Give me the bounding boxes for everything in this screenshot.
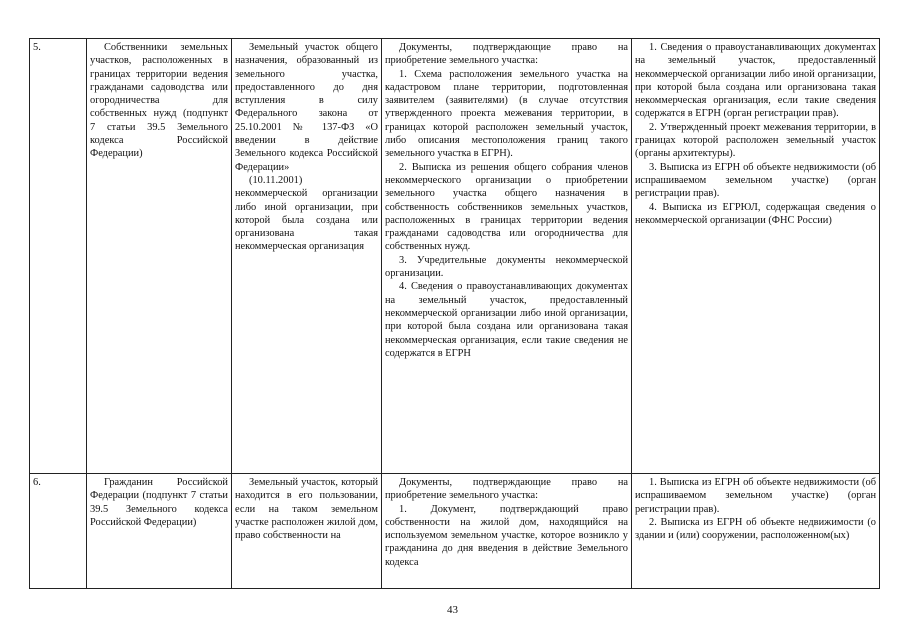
page-number: 43 — [447, 604, 458, 616]
document-item: 2. Выписка из решения общего собрания членов некоммерческого организации о приобретении земельного участка общего назначения в собственность собственников земельных участков, расположенных в границах территории ведения гражданами садоводства или огородничества для собственных нужд. — [385, 161, 628, 253]
applicant-text: Гражданин Российской Федерации (подпункт 7 статьи 39.5 Земельного кодекса Российской Федерации) — [90, 477, 228, 528]
documents-intro: Документы, подтверждающие право на приобретение земельного участка: — [385, 477, 628, 502]
requested-documents-cell — [632, 39, 880, 474]
requested-item: 4. Выписка из ЕГРЮЛ, содержащая сведения о некоммерческой организации (ФНС России) — [635, 201, 876, 226]
land-plot-cell — [232, 474, 382, 589]
document-item: 3. Учредительные документы некоммерческой организации. — [385, 254, 628, 280]
table-row — [30, 39, 880, 474]
land-plot-cell — [232, 39, 382, 474]
land-plot-date: (10.11.2001) — [249, 174, 303, 186]
applicant-cell — [87, 39, 232, 474]
applicant-cell — [87, 474, 232, 589]
services-table — [29, 38, 880, 589]
applicant-documents-cell — [382, 474, 632, 589]
document-item: 1. Схема расположения земельного участка на кадастровом плане территории, подготовленная заявителем (заявителями) (в случае отсутствия утвержденного проекта межевания территории, в границах которой расположен земельный участок, либо описания местоположения границ такого земельного участка в ЕГРН). — [385, 68, 628, 160]
document-item: 1. Документ, подтверждающий право собственности на жилой дом, находящийся на используемом земельном участке, которое возникло у гражданина до дня введения в действие Земельного кодекса — [385, 503, 628, 568]
requested-item: 3. Выписка из ЕГРН об объекте недвижимости (об испрашиваемом земельном участке) (орган регистрации прав). — [635, 161, 876, 200]
land-plot-text: Земельный участок, который находится в его пользовании, если на таком земельном участке расположен жилой дом, право собственности на — [235, 477, 378, 542]
document-page — [29, 38, 879, 589]
land-plot-text: Земельный участок общего назначения, образованный из земельного участка, предоставленного до дня вступления в силу Федерального закона от 25.10.2001 № 137-ФЗ «О введении в действие Земельного кодекса Российской Федерации» — [235, 42, 378, 173]
row-number: 5. — [30, 39, 87, 474]
table-row — [30, 474, 880, 589]
requested-item: 2. Утвержденный проект межевания территории, в границах которой расположен земельный участок (органы архитектуры). — [635, 121, 876, 160]
applicant-documents-cell — [382, 39, 632, 474]
requested-documents-cell — [632, 474, 880, 589]
requested-item: 2. Выписка из ЕГРН об объекте недвижимости (о здании и (или) сооружении, расположенном(ых) — [635, 516, 876, 542]
documents-intro: Документы, подтверждающие право на приобретение земельного участка: — [385, 42, 628, 67]
applicant-text: Собственники земельных участков, расположенных в границах территории ведения гражданами садоводства или огородничества для собственных нужд (подпункт 7 статьи 39.5 Земельного кодекса Российской Федерации) — [90, 42, 228, 160]
row-number: 6. — [30, 474, 87, 589]
land-plot-text-cont: некоммерческой организации либо иной организации, при которой была создана или организована такая некоммерческая организация — [235, 188, 378, 253]
document-item: 4. Сведения о правоустанавливающих документах на земельный участок, предоставленный некоммерческой организации либо иной организации, при которой была создана или организована такая некоммерческая организация, если такие сведения не содержатся в ЕГРН — [385, 281, 628, 359]
requested-item: 1. Сведения о правоустанавливающих документах на земельный участок, предоставленный некоммерческой организации либо иной организации, при которой была создана или организована такая некоммерческая организация, если такие сведения содержатся в ЕГРН (орган регистрации прав). — [635, 42, 876, 120]
requested-item: 1. Выписка из ЕГРН об объекте недвижимости (об испрашиваемом земельном участке) (орган регистрации прав). — [635, 477, 876, 515]
